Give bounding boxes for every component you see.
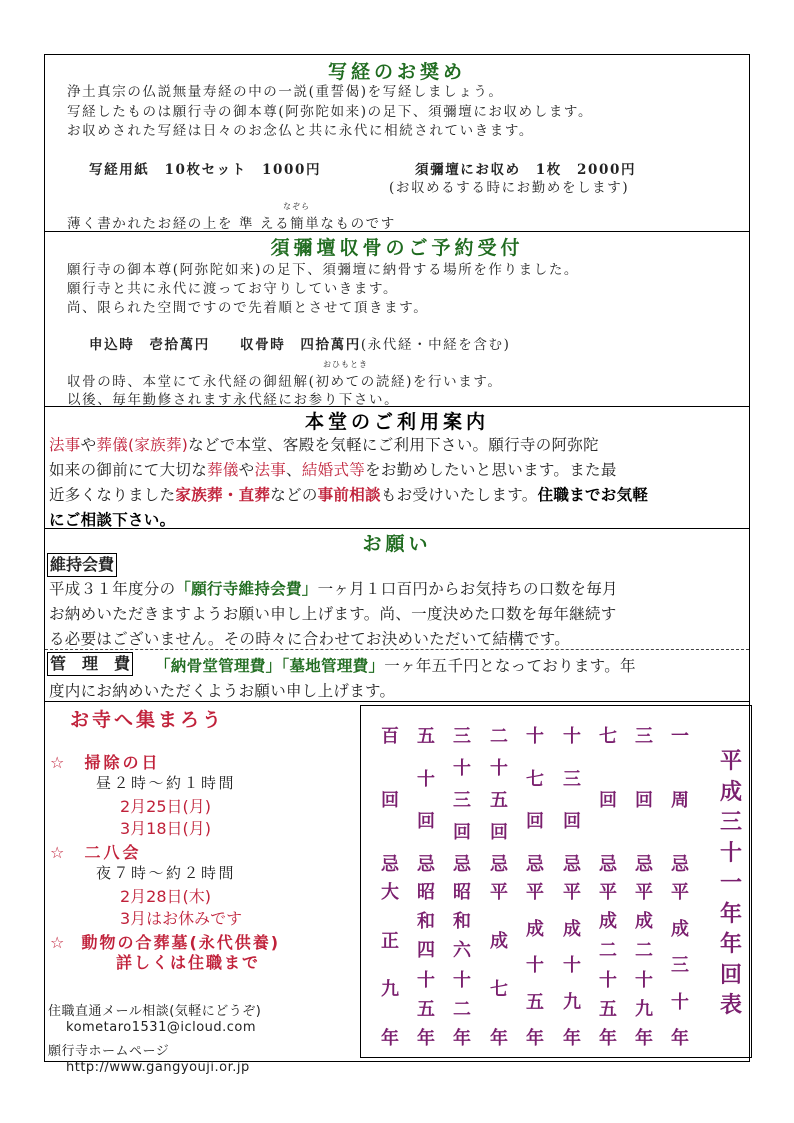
nenki-year-char: 平 xyxy=(490,882,508,903)
nenki-kaiki-char: 忌 xyxy=(490,854,508,875)
hondo-l1-houji: 法事 xyxy=(49,436,81,454)
hondo-title: 本堂のご利用案内 xyxy=(304,411,489,433)
nenki-year-char: 十 xyxy=(599,969,617,991)
nenki-title-char: 年 xyxy=(719,901,742,927)
hondo-l1-ya: や xyxy=(80,436,97,454)
hondo-line-4: にご相談下さい。 xyxy=(49,511,176,529)
nenki-year-char: 年 xyxy=(417,1028,435,1049)
nenki-year-char: 年 xyxy=(671,1028,689,1049)
atsumaro-title: お寺へ集まろう xyxy=(70,709,225,731)
nenki-year-char: 十 xyxy=(417,969,435,991)
kanri-line-2: 度内にお納めいただくようお願い申し上げます。 xyxy=(49,682,396,700)
nenki-kaiki-char: 十 xyxy=(563,726,581,747)
nenki-year-char: 十 xyxy=(635,969,653,991)
mail-label: 住職直通メール相談(気軽にどうぞ) xyxy=(48,1004,262,1019)
shakyo-price-note: (お収めるする時にお勤めをします) xyxy=(389,180,630,196)
hondo-l3-kazoku: 家族葬・直葬 xyxy=(175,486,271,504)
hondo-line-1 xyxy=(49,433,599,455)
shakyo-line-1: 浄土真宗の仏説無量寿経の中の一説(重誓偈)を写経しましょう。 xyxy=(67,84,504,100)
nenki-kaiki-char: 七 xyxy=(599,726,617,747)
nenki-year-char: 九 xyxy=(635,998,653,1020)
nenki-year-char: 五 xyxy=(526,991,544,1013)
hondo-l2-ya: や xyxy=(238,461,255,479)
nenki-column xyxy=(486,706,512,1057)
nenki-year-char: 和 xyxy=(453,911,471,933)
hondo-l3-jizen: 事前相談 xyxy=(317,486,381,504)
shumidan-price-note: (永代経・中経を含む) xyxy=(360,337,511,353)
nenki-year-char: 平 xyxy=(671,882,689,903)
nenki-kaiki-char: 三 xyxy=(453,790,471,811)
onegai-title: お願い xyxy=(362,533,432,555)
nenki-kaiki-char: 回 xyxy=(417,811,435,833)
nenki-column xyxy=(413,706,439,1057)
hp-label: 願行寺ホームページ xyxy=(48,1044,170,1059)
hondo-l3-a: 近多くなりました xyxy=(49,486,176,504)
nenki-title-char: 十 xyxy=(719,840,742,866)
hondo-l2-comma: 、 xyxy=(286,461,302,479)
iji-label: 維持会費 xyxy=(47,553,117,577)
nenki-year-char: 成 xyxy=(526,918,544,940)
nenki-kaiki-char: 忌 xyxy=(526,854,544,875)
nenki-year-char: 九 xyxy=(381,979,399,1001)
nenki-kaiki-char: 忌 xyxy=(417,854,435,875)
iji-l1-a: 平成３１年度分の xyxy=(49,580,176,598)
divider-4 xyxy=(45,701,749,702)
nenki-kaiki-char: 回 xyxy=(563,811,581,833)
nenki-year-char: 年 xyxy=(635,1028,653,1049)
nihachi-time: 夜７時～約２時間 xyxy=(96,864,237,882)
nenki-kaiki-char: 回 xyxy=(490,822,508,843)
hondo-line-2 xyxy=(49,458,617,480)
nenki-kaiki-char: 百 xyxy=(381,726,399,747)
nenki-title xyxy=(716,706,746,1057)
souji-date-1: 2月25日(月) xyxy=(120,797,212,816)
nenki-column xyxy=(595,706,621,1057)
nenki-year-char: 成 xyxy=(671,918,689,940)
nenki-kaiki-char: 十 xyxy=(417,768,435,790)
hondo-l2-houji: 法事 xyxy=(254,461,287,479)
nenki-kaiki-char: 回 xyxy=(453,822,471,843)
nenki-year-char: 年 xyxy=(453,1028,471,1049)
hondo-line-3 xyxy=(49,483,648,505)
nenki-year-char: 昭 xyxy=(453,882,471,903)
nenki-year-char: 正 xyxy=(381,930,399,952)
shumidan-price-bold: 申込時 壱拾萬円 収骨時 四拾萬円 xyxy=(89,337,361,353)
nenki-kaiki-char: 回 xyxy=(635,790,653,811)
nenki-year-char: 五 xyxy=(599,998,617,1020)
nihachi-title: 二八会 xyxy=(84,843,142,862)
nenki-year-char: 平 xyxy=(526,882,544,903)
shumidan-line-2: 願行寺と共に永代に渡ってお守りしていきます。 xyxy=(67,281,399,297)
nenki-column xyxy=(559,706,585,1057)
nenki-year-char: 昭 xyxy=(417,882,435,903)
shumidan-title: 須彌壇収骨のご予約受付 xyxy=(270,237,524,259)
shakyo-title: 写経のお奨め xyxy=(327,61,466,83)
hondo-l3-b: もお受けいたします。 xyxy=(380,486,538,504)
nenki-year-char: 和 xyxy=(417,911,435,933)
nenki-year-char: 年 xyxy=(563,1028,581,1049)
nihachi-heading xyxy=(50,840,142,863)
souji-title: 掃除の日 xyxy=(84,753,161,772)
nenki-year-char: 成 xyxy=(490,930,508,952)
nenki-kaiki-char: 忌 xyxy=(599,854,617,875)
nenki-year-char: 平 xyxy=(563,882,581,903)
nenki-year-char: 九 xyxy=(563,991,581,1013)
nenki-title-char: 平 xyxy=(719,749,742,774)
nenki-year-char: 成 xyxy=(563,918,581,940)
nenki-kaiki-char: 五 xyxy=(490,790,508,811)
kanri-label: 管 理 費 xyxy=(47,652,133,676)
nenki-column xyxy=(377,706,403,1057)
hondo-l3-nado: などの xyxy=(270,486,318,504)
nenki-kaiki-char: 忌 xyxy=(671,854,689,875)
nenki-kaiki-char: 回 xyxy=(526,811,544,833)
nenki-column xyxy=(449,706,475,1057)
nenki-year-char: 平 xyxy=(635,882,653,903)
nenki-kaiki-char: 忌 xyxy=(635,854,653,875)
hondo-l1-sougi: 葬儀(家族葬) xyxy=(96,436,189,454)
nenki-year-char: 五 xyxy=(417,998,435,1020)
nenki-year-char: 十 xyxy=(453,969,471,991)
nenki-kaiki-char: 三 xyxy=(635,726,653,747)
shakyo-ruby: なぞら xyxy=(283,202,310,211)
nenki-year-char: 年 xyxy=(490,1028,508,1049)
nenki-year-char: 十 xyxy=(563,955,581,976)
nenki-table xyxy=(360,705,752,1058)
star-icon: ☆ xyxy=(50,933,67,952)
nenki-year-char: 成 xyxy=(635,911,653,933)
nenki-year-char: 年 xyxy=(381,1028,399,1049)
nenki-kaiki-char: 三 xyxy=(453,726,471,747)
souji-date-2: 3月18日(月) xyxy=(120,819,212,838)
iji-line-2: お納めいただきますようお願い申し上げます。尚、一度決めた口数を毎年継続す xyxy=(49,605,617,623)
hondo-l2-kekkon: 結婚式等 xyxy=(301,461,366,479)
kanri-line-1 xyxy=(155,654,636,676)
nenki-year-char: 平 xyxy=(599,882,617,903)
shumidan-price-line xyxy=(89,333,510,353)
nenki-kaiki-char: 二 xyxy=(490,726,508,747)
shumidan-ruby: おひもとき xyxy=(323,360,368,369)
nenki-kaiki-char: 一 xyxy=(671,726,689,747)
nenki-title-char: 成 xyxy=(719,779,742,805)
iji-l1-kaihi: 「願行寺維持会費」 xyxy=(175,580,318,598)
nenki-kaiki-char: 十 xyxy=(526,726,544,747)
nenki-kaiki-char: 忌 xyxy=(563,854,581,875)
shakyo-last-line: 薄く書かれたお経の上を 準 える簡単なものです xyxy=(67,216,396,232)
nenki-year-char: 十 xyxy=(526,955,544,976)
shakyo-price-right: 須彌壇にお収め 1枚 2000円 xyxy=(415,162,637,178)
hondo-l1-rest: などで本堂、客殿を気軽にご利用下さい。願行寺の阿弥陀 xyxy=(188,436,599,454)
nenki-year-char: 成 xyxy=(599,911,617,933)
doubutsu-title: 動物の合葬墓(永代供養) xyxy=(81,933,281,952)
nenki-year-char: 二 xyxy=(453,998,471,1020)
nenki-title-char: 表 xyxy=(719,993,742,1018)
nenki-kaiki-char: 七 xyxy=(526,768,544,790)
nenki-kaiki-char: 回 xyxy=(381,790,399,811)
nenki-kaiki-char: 忌 xyxy=(453,854,471,875)
star-icon: ☆ xyxy=(50,753,68,772)
souji-heading xyxy=(50,750,161,773)
nenki-column xyxy=(667,706,693,1057)
nenki-year-char: 七 xyxy=(490,979,508,1001)
kanri-l1-hi: 「納骨堂管理費」「墓地管理費」 xyxy=(155,657,385,675)
nihachi-date: 2月28日(木) xyxy=(120,887,212,906)
shumidan-line-1: 願行寺の御本尊(阿弥陀如来)の足下、須彌壇に納骨する場所を作りました。 xyxy=(67,262,580,278)
shumidan-after-2: 以後、毎年勤修されます永代経にお参り下さい。 xyxy=(67,392,400,408)
nenki-title-char: 三 xyxy=(719,810,742,835)
doubutsu-note: 詳しくは住職まで xyxy=(116,953,261,972)
iji-line-1 xyxy=(49,577,618,599)
nenki-kaiki-char: 周 xyxy=(671,790,689,811)
shumidan-line-3: 尚、限られた空間ですので先着順とさせて頂きます。 xyxy=(67,300,429,316)
nenki-kaiki-char: 五 xyxy=(417,726,435,747)
nenki-column xyxy=(631,706,657,1057)
shakyo-price-left: 写経用紙 10枚セット 1000円 xyxy=(89,162,322,178)
shakyo-line-2: 写経したものは願行寺の御本尊(阿弥陀如来)の足下、須彌壇にお収めします。 xyxy=(67,104,594,120)
nenki-year-char: 十 xyxy=(671,991,689,1013)
nenki-title-char: 年 xyxy=(719,932,742,957)
nenki-year-char: 年 xyxy=(599,1028,617,1049)
iji-l1-b: 一ヶ月１口百円からお気持ちの口数を毎月 xyxy=(317,580,618,598)
hp-url[interactable]: http://www.gangyouji.or.jp xyxy=(66,1060,250,1075)
nenki-kaiki-char: 忌 xyxy=(381,854,399,875)
onegai-dashed-divider xyxy=(45,649,749,650)
nenki-kaiki-char: 十 xyxy=(453,758,471,779)
iji-line-3: る必要はございません。その時々に合わせてお決めいただいて結構です。 xyxy=(49,630,571,648)
nenki-kaiki-char: 回 xyxy=(599,790,617,811)
hondo-l2-rest: をお勤めしたいと思います。また最 xyxy=(365,461,617,479)
souji-time: 昼２時～約１時間 xyxy=(96,774,237,792)
nenki-year-char: 年 xyxy=(526,1028,544,1049)
nenki-title-char: 回 xyxy=(719,962,742,988)
nenki-kaiki-char: 十 xyxy=(490,758,508,779)
divider-1 xyxy=(45,231,749,232)
shumidan-after-1: 収骨の時、本堂にて永代経の御紐解(初めての読経)を行います。 xyxy=(67,374,503,390)
nenki-year-char: 二 xyxy=(599,940,617,962)
nihachi-note: 3月はお休みです xyxy=(120,909,243,928)
mail-address[interactable]: kometaro1531@icloud.com xyxy=(66,1020,257,1035)
hondo-l3-jushoku: 住職までお気軽 xyxy=(537,486,649,504)
nenki-year-char: 六 xyxy=(453,940,471,962)
nenki-year-char: 三 xyxy=(671,955,689,976)
nenki-title-char: 一 xyxy=(719,871,742,896)
nenki-year-char: 大 xyxy=(381,882,399,903)
star-icon: ☆ xyxy=(50,843,68,862)
nenki-year-char: 四 xyxy=(417,940,435,962)
hondo-l2-sougi: 葬儀 xyxy=(207,461,239,479)
nenki-year-char: 二 xyxy=(635,940,653,962)
nenki-column xyxy=(522,706,548,1057)
nenki-kaiki-char: 三 xyxy=(563,768,581,790)
kanri-l1-b: 一ヶ年五千円となっております。年 xyxy=(384,657,636,675)
hondo-l2-a: 如来の御前にて大切な xyxy=(49,461,208,479)
shakyo-line-3: お収めされた写経は日々のお念仏と共に永代に相続されていきます。 xyxy=(67,123,535,139)
